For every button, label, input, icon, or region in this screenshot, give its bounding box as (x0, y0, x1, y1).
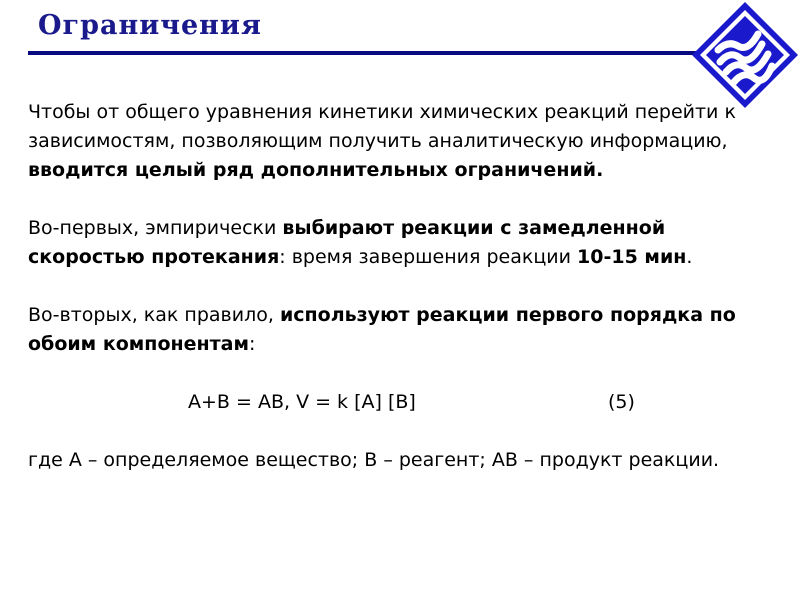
intro-emphasis: вводится целый ряд дополнительных ограничений. (28, 159, 604, 181)
paragraph-second (28, 301, 788, 359)
formula-number: (5) (608, 391, 635, 413)
second-colon: : (249, 333, 256, 355)
paragraph-first (28, 214, 788, 272)
first-time-range: 10-15 мин (577, 246, 687, 268)
logo-icon (690, 0, 800, 110)
paragraph-intro (28, 98, 788, 185)
first-text-2: : время завершения реакции (279, 246, 578, 268)
slide-title: Ограничения (38, 10, 262, 41)
slide-body (28, 98, 788, 504)
intro-text: Чтобы от общего уравнения кинетики химических реакций перейти к зависимостям, позволяющим получить аналитическую информацию, (28, 101, 736, 152)
second-emphasis: используют реакции первого порядка по обоим компонентам (28, 304, 736, 355)
formula-equation: A+B = AB, V = k [A] [B] (188, 391, 416, 413)
first-period: . (686, 246, 693, 268)
second-text: Во-вторых, как правило, (28, 304, 280, 326)
formula-row (28, 388, 788, 417)
title-underline (28, 51, 708, 55)
paragraph-legend: где А – определяемое вещество; В – реагент; АВ – продукт реакции. (28, 449, 720, 471)
first-emphasis: выбирают реакции с замедленной скоростью протекания (28, 217, 666, 268)
first-text: Во-первых, эмпирически (28, 217, 283, 239)
